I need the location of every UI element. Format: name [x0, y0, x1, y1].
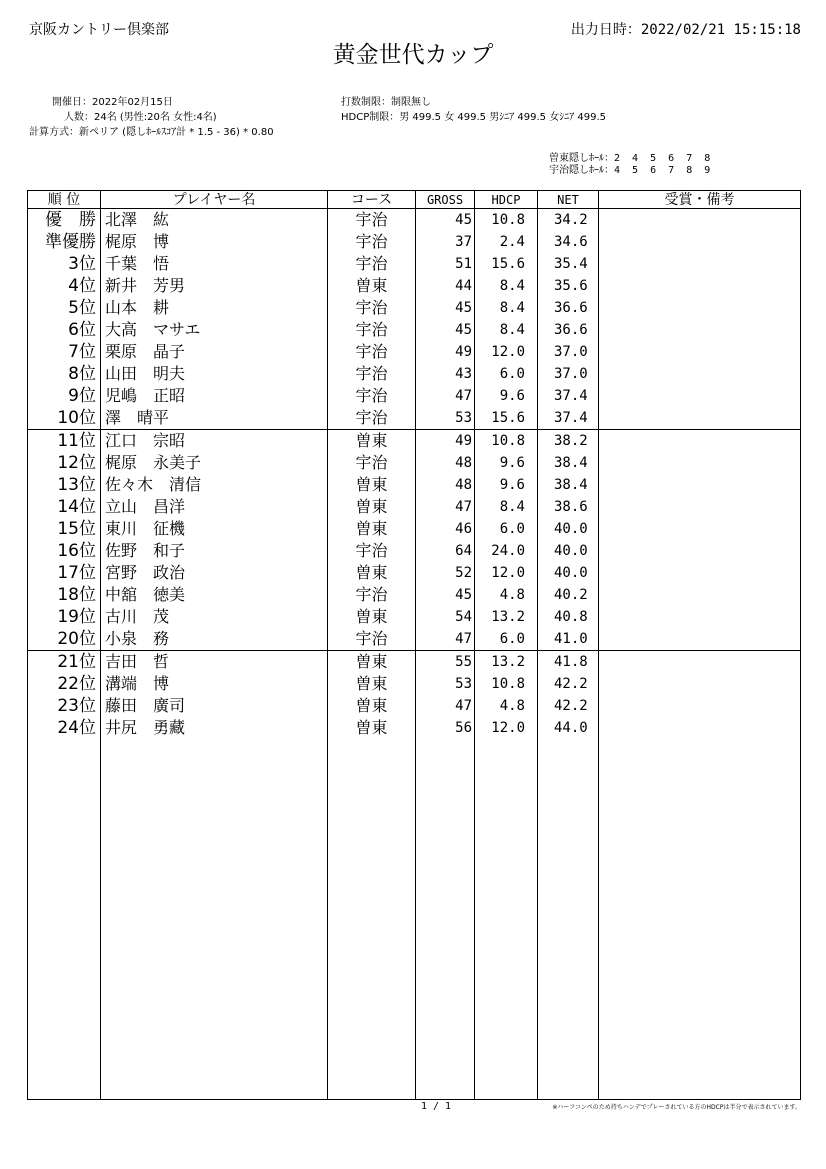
cell-remarks: [599, 651, 801, 674]
cell-gross: 45: [416, 209, 475, 232]
cell-name: 千葉 悟: [101, 253, 328, 275]
cell-gross: 52: [416, 562, 475, 584]
cell-rank: 17位: [28, 562, 101, 584]
cell-remarks: [599, 341, 801, 363]
cell-net: 37.0: [538, 341, 599, 363]
cell-hdcp: 10.8: [475, 673, 538, 695]
cell-course: 曽東: [328, 651, 416, 674]
cell-net: 40.0: [538, 518, 599, 540]
cell-gross: 47: [416, 695, 475, 717]
cell-name: 北澤 紘: [101, 209, 328, 232]
info-date-label: 開催日：: [52, 97, 92, 108]
table-filler-row: [28, 739, 801, 1100]
table-row: [28, 496, 801, 518]
table-header-row: [28, 191, 801, 209]
cell-name: 児嶋 正昭: [101, 385, 328, 407]
cell-gross: 45: [416, 297, 475, 319]
cell-course: 曽東: [328, 474, 416, 496]
cell-course: 宇治: [328, 540, 416, 562]
cell-gross: 64: [416, 540, 475, 562]
cell-net: 40.0: [538, 540, 599, 562]
cell-hdcp: 13.2: [475, 606, 538, 628]
cell-rank: 優 勝: [28, 209, 101, 232]
cell-course: 曽東: [328, 606, 416, 628]
col-course-header: コース: [328, 191, 416, 209]
table-row: [28, 717, 801, 739]
cell-rank: 23位: [28, 695, 101, 717]
cell-name: 宮野 政治: [101, 562, 328, 584]
cell-course: 宇治: [328, 319, 416, 341]
cell-gross: 47: [416, 628, 475, 651]
cell-rank: 準優勝: [28, 231, 101, 253]
cell-gross: 56: [416, 717, 475, 739]
cell-hdcp: 6.0: [475, 363, 538, 385]
cell-net: 41.8: [538, 651, 599, 674]
cell-remarks: [599, 540, 801, 562]
cell-rank: 9位: [28, 385, 101, 407]
cell-course: 曽東: [328, 496, 416, 518]
table-row: [28, 673, 801, 695]
cell-hdcp: 8.4: [475, 275, 538, 297]
table-row: [28, 430, 801, 453]
table-row: [28, 385, 801, 407]
table-row: [28, 518, 801, 540]
cell-gross: 37: [416, 231, 475, 253]
cell-rank: 22位: [28, 673, 101, 695]
col-rank-header: 順 位: [28, 191, 101, 209]
cell-hdcp: 13.2: [475, 651, 538, 674]
cell-name: 中舘 徳美: [101, 584, 328, 606]
cell-remarks: [599, 474, 801, 496]
cell-remarks: [599, 606, 801, 628]
cell-net: 35.4: [538, 253, 599, 275]
cell-net: 40.0: [538, 562, 599, 584]
cell-remarks: [599, 253, 801, 275]
cell-name: 佐野 和子: [101, 540, 328, 562]
cell-course: 宇治: [328, 584, 416, 606]
cell-remarks: [599, 452, 801, 474]
hidden-holes-sotoh-label: 曽東隠しﾎｰﾙ：: [549, 153, 614, 164]
cell-remarks: [599, 209, 801, 232]
cell-name: 梶原 博: [101, 231, 328, 253]
col-player-header: プレイヤー名: [101, 191, 328, 209]
cell-remarks: [599, 717, 801, 739]
cell-hdcp: 9.6: [475, 452, 538, 474]
cell-hdcp: 15.6: [475, 407, 538, 430]
cell-rank: 24位: [28, 717, 101, 739]
cell-course: 宇治: [328, 385, 416, 407]
cell-remarks: [599, 363, 801, 385]
info-calc-value: 新ペリア (隠しﾎｰﾙｽｺｱ計 * 1.5 - 36) * 0.80: [79, 127, 274, 138]
page-title: 黄金世代カップ: [332, 42, 494, 68]
cell-net: 38.4: [538, 452, 599, 474]
cell-name: 小泉 務: [101, 628, 328, 651]
cell-name: 新井 芳男: [101, 275, 328, 297]
cell-net: 38.2: [538, 430, 599, 453]
cell-hdcp: 12.0: [475, 341, 538, 363]
table-row: [28, 606, 801, 628]
cell-hdcp: 4.8: [475, 695, 538, 717]
printed-label: 出力日時：: [570, 22, 641, 38]
cell-course: 宇治: [328, 452, 416, 474]
cell-net: 35.6: [538, 275, 599, 297]
table-row: [28, 319, 801, 341]
table-row: [28, 584, 801, 606]
cell-remarks: [599, 407, 801, 430]
cell-name: 古川 茂: [101, 606, 328, 628]
cell-net: 42.2: [538, 695, 599, 717]
cell-name: 山本 耕: [101, 297, 328, 319]
info-hdcp-label: HDCP制限：: [341, 112, 400, 123]
col-hdcp-header: HDCP: [475, 191, 538, 209]
cell-remarks: [599, 562, 801, 584]
cell-hdcp: 12.0: [475, 717, 538, 739]
cell-name: 井尻 勇藏: [101, 717, 328, 739]
cell-gross: 45: [416, 584, 475, 606]
cell-course: 曽東: [328, 518, 416, 540]
cell-name: 江口 宗昭: [101, 430, 328, 453]
cell-hdcp: 10.8: [475, 209, 538, 232]
cell-remarks: [599, 518, 801, 540]
cell-remarks: [599, 319, 801, 341]
info-hdcp: [341, 108, 606, 123]
cell-remarks: [599, 430, 801, 453]
cell-rank: 18位: [28, 584, 101, 606]
cell-net: 40.2: [538, 584, 599, 606]
cell-course: 宇治: [328, 231, 416, 253]
cell-rank: 3位: [28, 253, 101, 275]
cell-course: 曽東: [328, 430, 416, 453]
cell-remarks: [599, 496, 801, 518]
cell-course: 宇治: [328, 253, 416, 275]
cell-gross: 43: [416, 363, 475, 385]
table-row: [28, 628, 801, 651]
cell-rank: 7位: [28, 341, 101, 363]
cell-rank: 11位: [28, 430, 101, 453]
hidden-holes-sotoh-values: 2 4 5 6 7 8: [614, 153, 711, 164]
table-row: [28, 540, 801, 562]
cell-name: 栗原 晶子: [101, 341, 328, 363]
table-row: [28, 253, 801, 275]
cell-course: 宇治: [328, 297, 416, 319]
info-hdcp-value: 男 499.5 女 499.5 男ｼﾆｱ 499.5 女ｼﾆｱ 499.5: [399, 112, 606, 123]
cell-remarks: [599, 584, 801, 606]
info-limit-value: 制限無し: [391, 97, 431, 108]
cell-net: 37.4: [538, 407, 599, 430]
info-count-label: 人数：: [64, 112, 94, 123]
cell-gross: 51: [416, 253, 475, 275]
cell-name: 澤 晴平: [101, 407, 328, 430]
table-row: [28, 651, 801, 674]
cell-gross: 48: [416, 452, 475, 474]
cell-hdcp: 6.0: [475, 628, 538, 651]
cell-net: 34.2: [538, 209, 599, 232]
printed-value: 2022/02/21 15:15:18: [640, 22, 801, 38]
info-calc: [29, 123, 274, 138]
cell-course: 曽東: [328, 717, 416, 739]
cell-course: 曽東: [328, 562, 416, 584]
cell-hdcp: 10.8: [475, 430, 538, 453]
cell-rank: 19位: [28, 606, 101, 628]
results-body: [28, 209, 801, 1100]
cell-net: 38.6: [538, 496, 599, 518]
table-row: [28, 341, 801, 363]
cell-net: 34.6: [538, 231, 599, 253]
cell-hdcp: 2.4: [475, 231, 538, 253]
table-row: [28, 363, 801, 385]
table-row: [28, 209, 801, 232]
cell-rank: 10位: [28, 407, 101, 430]
cell-hdcp: 4.8: [475, 584, 538, 606]
cell-course: 曽東: [328, 695, 416, 717]
cell-rank: 8位: [28, 363, 101, 385]
cell-name: 吉田 哲: [101, 651, 328, 674]
info-date: [52, 93, 173, 108]
cell-name: 佐々木 清信: [101, 474, 328, 496]
info-limit-label: 打数制限：: [341, 97, 391, 108]
cell-gross: 49: [416, 430, 475, 453]
club-name: 京阪カントリー倶楽部: [29, 22, 169, 38]
cell-net: 41.0: [538, 628, 599, 651]
cell-gross: 48: [416, 474, 475, 496]
cell-net: 36.6: [538, 319, 599, 341]
cell-rank: 6位: [28, 319, 101, 341]
cell-gross: 53: [416, 673, 475, 695]
cell-course: 曽東: [328, 275, 416, 297]
cell-net: 37.0: [538, 363, 599, 385]
cell-course: 曽東: [328, 673, 416, 695]
col-net-header: NET: [538, 191, 599, 209]
table-row: [28, 474, 801, 496]
cell-name: 梶原 永美子: [101, 452, 328, 474]
cell-hdcp: 9.6: [475, 474, 538, 496]
cell-rank: 21位: [28, 651, 101, 674]
page-number: 1 / 1: [420, 1101, 452, 1112]
cell-gross: 46: [416, 518, 475, 540]
cell-rank: 4位: [28, 275, 101, 297]
table-row: [28, 275, 801, 297]
info-limit: [341, 93, 431, 108]
cell-hdcp: 8.4: [475, 496, 538, 518]
cell-name: 大高 マサエ: [101, 319, 328, 341]
cell-name: 山田 明夫: [101, 363, 328, 385]
table-row: [28, 452, 801, 474]
cell-remarks: [599, 231, 801, 253]
cell-gross: 45: [416, 319, 475, 341]
cell-remarks: [599, 275, 801, 297]
cell-rank: 15位: [28, 518, 101, 540]
footer-note: ※ハーフコンペのため持ちハンデでプレーされている方のHDCPは半分で表示されています。: [552, 1104, 801, 1111]
info-calc-label: 計算方式：: [29, 127, 79, 138]
cell-course: 宇治: [328, 407, 416, 430]
table-row: [28, 297, 801, 319]
cell-course: 宇治: [328, 209, 416, 232]
hidden-holes-uji-values: 4 5 6 7 8 9: [614, 165, 711, 176]
cell-hdcp: 8.4: [475, 319, 538, 341]
cell-name: 東川 征機: [101, 518, 328, 540]
info-date-value: 2022年02月15日: [92, 97, 173, 108]
cell-hdcp: 8.4: [475, 297, 538, 319]
cell-rank: 12位: [28, 452, 101, 474]
cell-net: 40.8: [538, 606, 599, 628]
cell-net: 36.6: [538, 297, 599, 319]
table-row: [28, 407, 801, 430]
info-count: [64, 108, 217, 123]
info-count-value: 24名 (男性:20名 女性:4名): [94, 112, 217, 123]
cell-rank: 5位: [28, 297, 101, 319]
cell-gross: 54: [416, 606, 475, 628]
cell-name: 立山 昌洋: [101, 496, 328, 518]
cell-gross: 44: [416, 275, 475, 297]
cell-gross: 47: [416, 385, 475, 407]
cell-course: 宇治: [328, 628, 416, 651]
table-row: [28, 695, 801, 717]
cell-remarks: [599, 695, 801, 717]
cell-hdcp: 12.0: [475, 562, 538, 584]
cell-hdcp: 6.0: [475, 518, 538, 540]
cell-rank: 20位: [28, 628, 101, 651]
col-gross-header: GROSS: [416, 191, 475, 209]
cell-rank: 14位: [28, 496, 101, 518]
cell-gross: 49: [416, 341, 475, 363]
hidden-holes-uji: [549, 161, 710, 176]
cell-course: 宇治: [328, 341, 416, 363]
table-row: [28, 562, 801, 584]
cell-gross: 55: [416, 651, 475, 674]
col-remarks-header: 受賞・備考: [599, 191, 801, 209]
cell-hdcp: 15.6: [475, 253, 538, 275]
cell-remarks: [599, 385, 801, 407]
cell-name: 溝端 博: [101, 673, 328, 695]
cell-course: 宇治: [328, 363, 416, 385]
cell-net: 38.4: [538, 474, 599, 496]
table-row: [28, 231, 801, 253]
hidden-holes-uji-label: 宇治隠しﾎｰﾙ：: [549, 165, 614, 176]
cell-rank: 16位: [28, 540, 101, 562]
cell-hdcp: 24.0: [475, 540, 538, 562]
cell-net: 37.4: [538, 385, 599, 407]
cell-hdcp: 9.6: [475, 385, 538, 407]
cell-remarks: [599, 673, 801, 695]
cell-remarks: [599, 628, 801, 651]
cell-gross: 53: [416, 407, 475, 430]
cell-name: 藤田 廣司: [101, 695, 328, 717]
cell-gross: 47: [416, 496, 475, 518]
cell-net: 44.0: [538, 717, 599, 739]
cell-net: 42.2: [538, 673, 599, 695]
cell-rank: 13位: [28, 474, 101, 496]
cell-remarks: [599, 297, 801, 319]
results-table: [27, 190, 801, 1100]
